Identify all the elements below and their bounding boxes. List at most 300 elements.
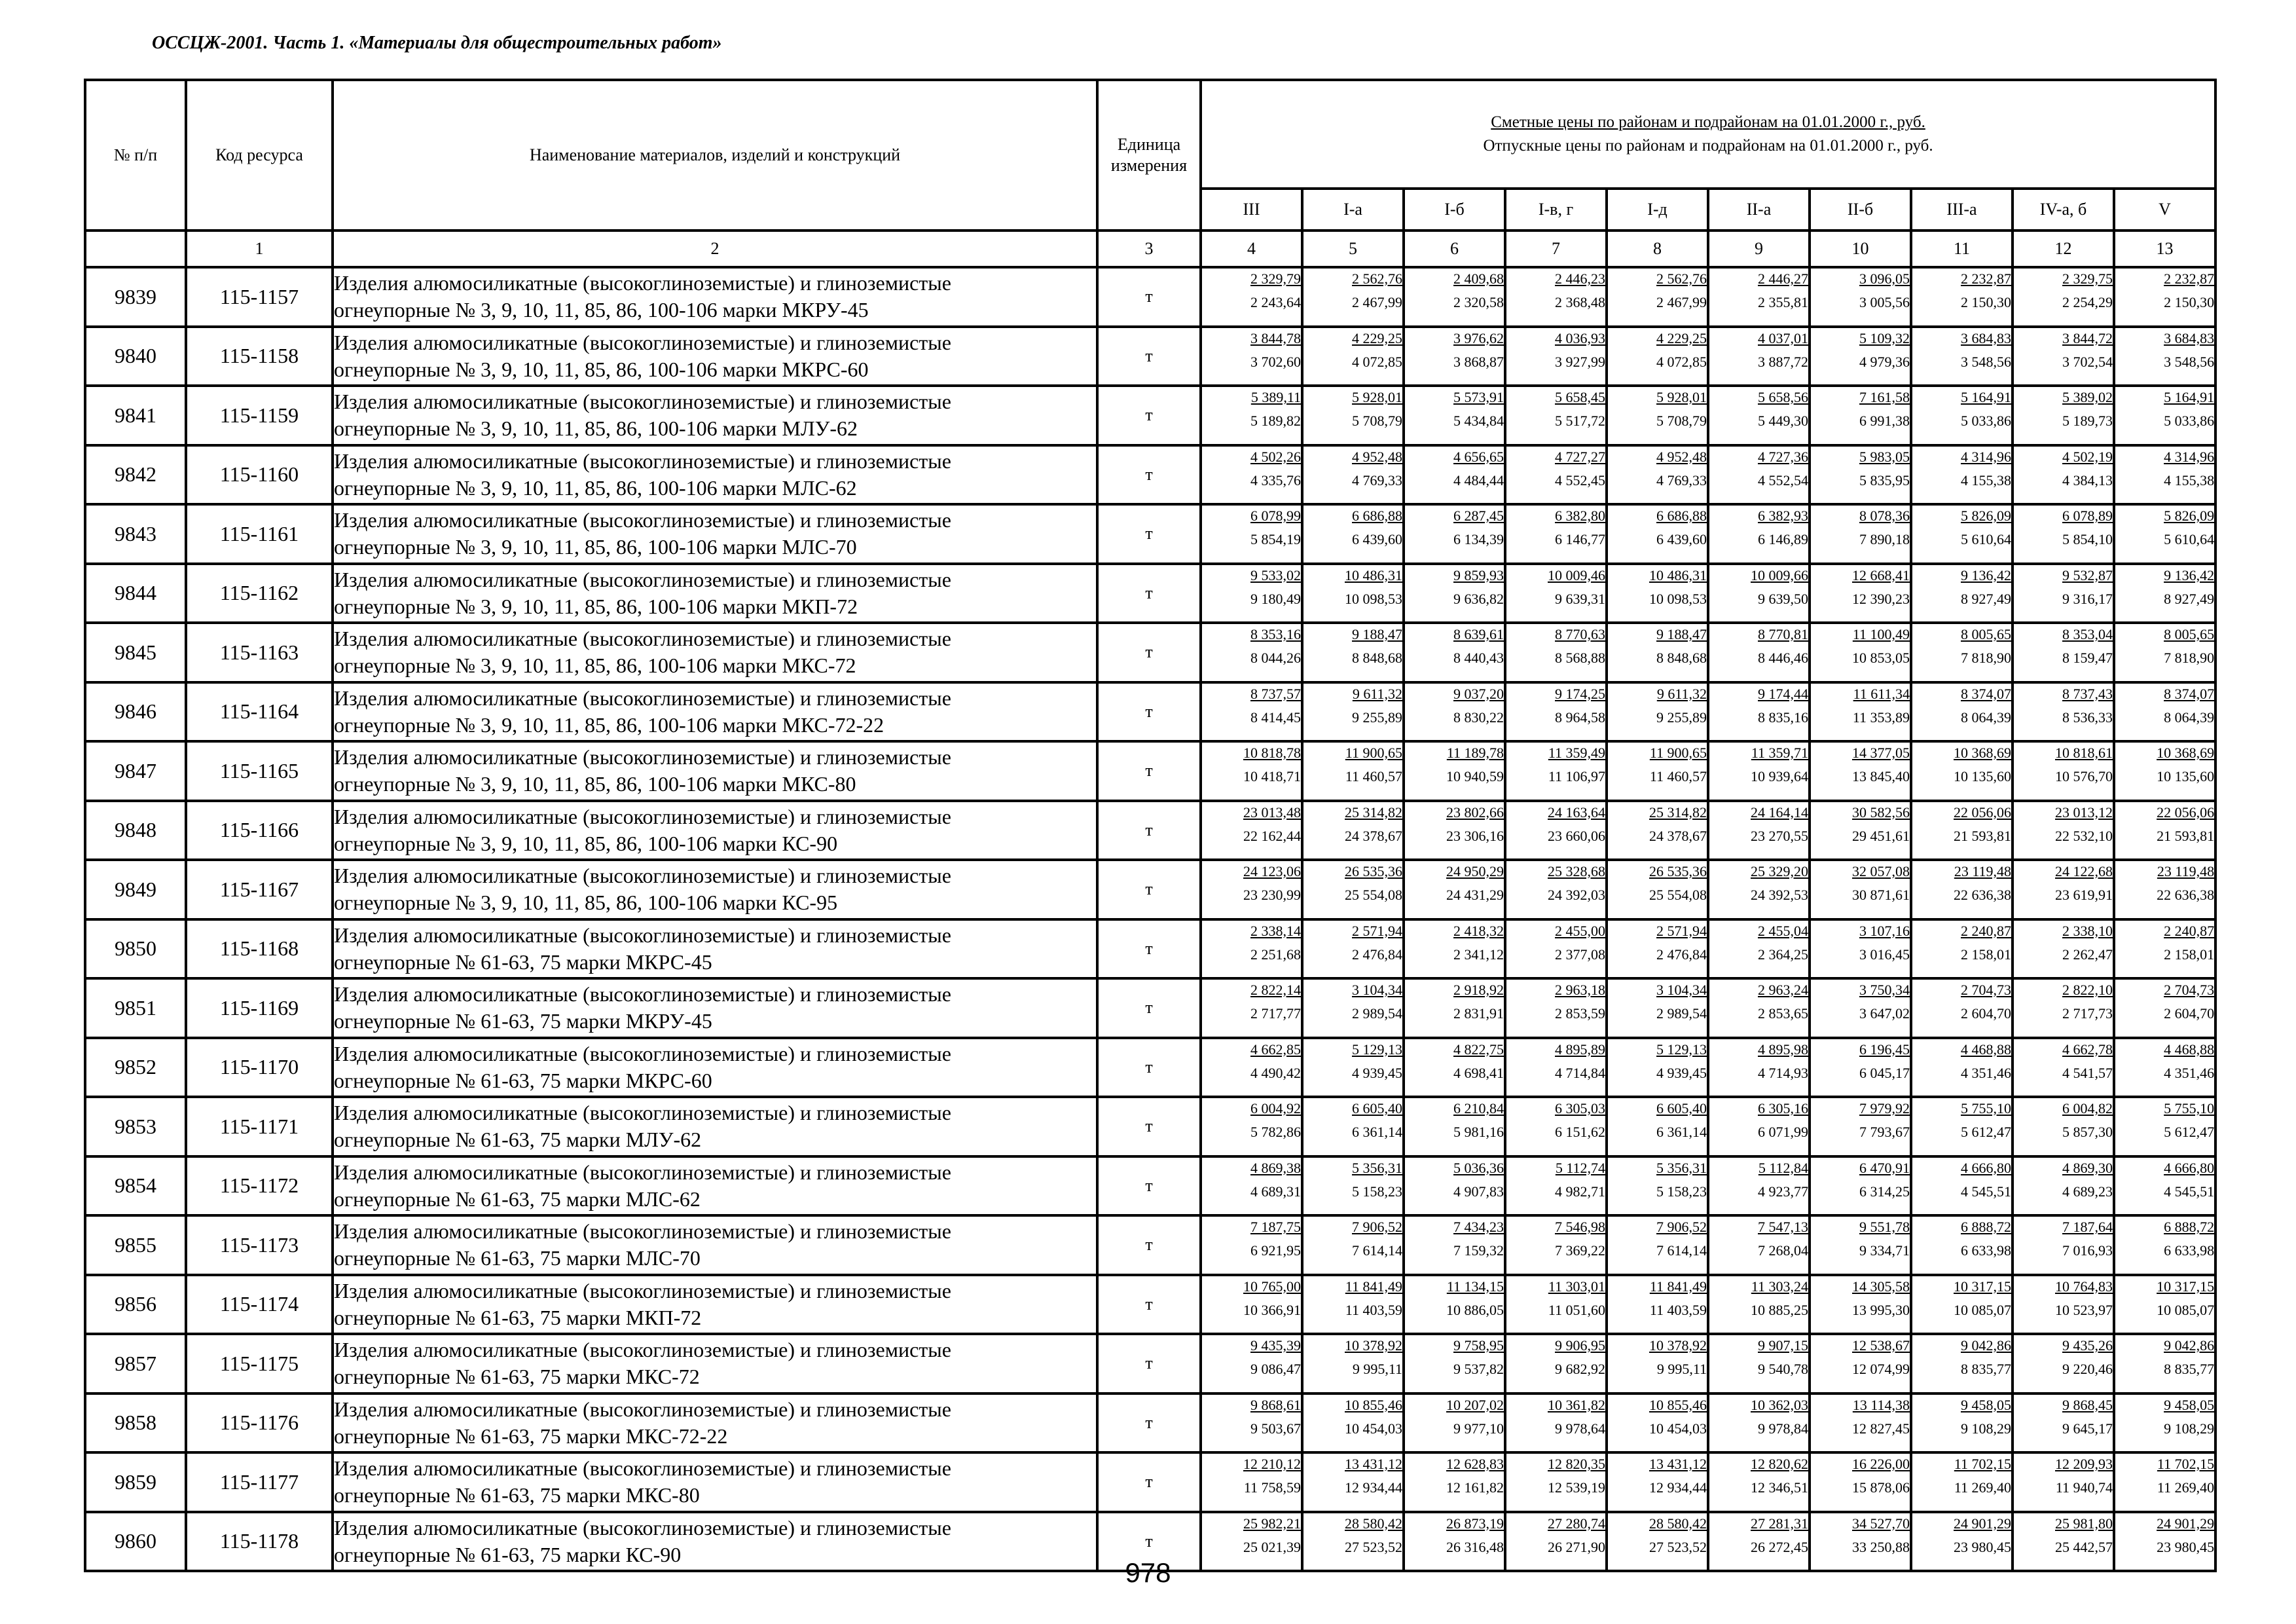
resource-code: 115-1165	[186, 741, 333, 801]
price-cell	[1201, 1393, 1302, 1453]
price-cell	[1607, 564, 1708, 623]
release-price: 2 262,47	[2062, 946, 2113, 963]
price-cell	[1911, 1156, 2013, 1216]
material-name-line2: огнеупорные № 3, 9, 10, 11, 85, 86, 100-106 марки МКРУ-45	[334, 298, 869, 322]
price-cell	[1404, 564, 1505, 623]
header-unit-line2: измерения	[1110, 156, 1188, 175]
release-price: 6 134,39	[1453, 531, 1504, 547]
estimate-price: 5 983,05	[1859, 448, 1910, 465]
estimate-price: 10 486,31	[1649, 566, 1707, 583]
estimate-price: 10 368,69	[1954, 745, 2011, 761]
price-cell	[1607, 1275, 1708, 1335]
estimate-price: 10 009,46	[1548, 566, 1605, 583]
estimate-price: 6 078,99	[1250, 507, 1301, 524]
estimate-price: 5 389,02	[2062, 389, 2113, 405]
price-cell	[1302, 1334, 1404, 1393]
estimate-price: 9 907,15	[1758, 1337, 1808, 1354]
column-number: 9	[1708, 231, 1810, 267]
estimate-price: 6 605,40	[1656, 1100, 1707, 1116]
price-cell	[1708, 564, 1810, 623]
region-header: I-а	[1302, 189, 1404, 231]
unit-of-measure: т	[1097, 682, 1201, 742]
unit-of-measure: т	[1097, 801, 1201, 860]
estimate-price: 4 468,88	[2164, 1041, 2215, 1058]
price-cell	[1505, 623, 1607, 682]
release-price: 5 854,19	[1250, 531, 1301, 547]
price-cell	[1404, 1393, 1505, 1453]
release-price: 10 454,03	[1649, 1420, 1707, 1437]
price-cell	[1201, 741, 1302, 801]
estimate-price: 10 818,61	[2055, 745, 2113, 761]
release-price: 9 537,82	[1453, 1361, 1504, 1377]
release-price: 4 351,46	[2164, 1064, 2215, 1081]
table-row	[85, 978, 2215, 1038]
unit-of-measure: т	[1097, 919, 1201, 979]
price-cell	[1505, 682, 1607, 742]
price-cell	[2114, 267, 2215, 327]
release-price: 10 098,53	[1345, 590, 1402, 607]
estimate-price: 2 562,76	[1352, 270, 1402, 287]
estimate-price: 9 611,32	[1352, 685, 1402, 702]
column-number: 1	[186, 231, 333, 267]
price-cell	[2013, 1393, 2114, 1453]
material-name-line1: Изделия алюмосиликатные (высокоглиноземистые) и глиноземистые	[334, 567, 951, 591]
release-price: 22 636,38	[1954, 887, 2011, 903]
release-price: 4 351,46	[1961, 1064, 2011, 1081]
row-number: 9857	[85, 1334, 186, 1393]
release-price: 4 490,42	[1250, 1064, 1301, 1081]
unit-of-measure: т	[1097, 1334, 1201, 1393]
price-cell	[2114, 1275, 2215, 1335]
price-cell	[1911, 919, 2013, 979]
material-name-line2: огнеупорные № 61-63, 75 марки КС-90	[334, 1542, 682, 1566]
table-row	[85, 1334, 2215, 1393]
material-name-line2: огнеупорные № 61-63, 75 марки МЛУ-62	[334, 1128, 702, 1152]
release-price: 6 146,89	[1758, 531, 1808, 547]
release-price: 25 021,39	[1243, 1538, 1301, 1555]
estimate-price: 2 963,24	[1758, 982, 1808, 998]
release-price: 4 155,38	[1961, 471, 2011, 489]
row-number: 9848	[85, 801, 186, 860]
price-cell	[2013, 682, 2114, 742]
release-price: 5 612,47	[2164, 1124, 2215, 1140]
material-name	[333, 978, 1097, 1038]
estimate-price: 2 446,27	[1758, 270, 1808, 287]
price-cell	[1810, 1156, 1911, 1216]
estimate-price: 2 329,79	[1250, 270, 1301, 287]
release-price: 11 403,59	[1649, 1301, 1707, 1318]
price-cell	[1810, 327, 1911, 386]
release-price: 23 980,45	[1954, 1538, 2011, 1555]
price-cell	[2114, 1393, 2215, 1453]
price-cell	[1302, 623, 1404, 682]
estimate-price: 5 112,84	[1758, 1159, 1808, 1176]
estimate-price: 10 378,92	[1345, 1337, 1402, 1354]
price-cell	[1708, 1334, 1810, 1393]
estimate-price: 9 136,42	[2164, 566, 2215, 583]
release-price: 5 981,16	[1453, 1124, 1504, 1140]
estimate-price: 32 057,08	[1852, 863, 1910, 879]
price-cell	[2114, 327, 2215, 386]
estimate-price: 4 656,65	[1453, 448, 1504, 465]
release-price: 2 150,30	[1961, 294, 2011, 310]
release-price: 11 353,89	[1852, 709, 1910, 726]
price-cell	[1810, 267, 1911, 327]
estimate-price: 4 822,75	[1453, 1041, 1504, 1058]
resource-code: 115-1161	[186, 504, 333, 564]
estimate-price: 22 056,06	[2157, 803, 2215, 821]
estimate-price: 2 329,75	[2062, 270, 2113, 287]
table-row	[85, 1097, 2215, 1156]
estimate-price: 13 431,12	[1649, 1456, 1707, 1472]
unit-of-measure: т	[1097, 1452, 1201, 1512]
release-price: 5 158,23	[1352, 1183, 1402, 1200]
estimate-price: 11 702,15	[2157, 1456, 2215, 1472]
material-name-line1: Изделия алюмосиликатные (высокоглиноземистые) и глиноземистые	[334, 1160, 951, 1184]
estimate-price: 9 906,95	[1555, 1337, 1605, 1354]
release-price: 23 619,91	[2055, 887, 2113, 903]
estimate-price: 11 611,34	[1853, 685, 1910, 702]
price-cell	[2013, 564, 2114, 623]
price-cell	[1302, 978, 1404, 1038]
release-price: 24 378,67	[1345, 827, 1402, 844]
release-price: 9 255,89	[1656, 709, 1707, 726]
material-name-line2: огнеупорные № 3, 9, 10, 11, 85, 86, 100-106 марки МЛС-62	[334, 475, 857, 500]
price-cell	[2114, 978, 2215, 1038]
estimate-price: 6 382,80	[1555, 507, 1605, 524]
column-number: 6	[1404, 231, 1505, 267]
estimate-price: 11 359,71	[1751, 745, 1808, 761]
release-price: 3 887,72	[1758, 353, 1808, 370]
price-cell	[1201, 1215, 1302, 1275]
release-price: 2 467,99	[1656, 294, 1707, 310]
release-price: 11 758,59	[1243, 1479, 1301, 1496]
price-cell	[1404, 1275, 1505, 1335]
release-price: 2 604,70	[1961, 1005, 2011, 1022]
release-price: 2 251,68	[1250, 946, 1301, 963]
price-cell	[2114, 386, 2215, 445]
release-price: 7 793,67	[1859, 1124, 1910, 1140]
row-number: 9856	[85, 1275, 186, 1335]
resource-code: 115-1177	[186, 1452, 333, 1512]
release-price: 9 180,49	[1250, 590, 1301, 607]
material-name	[333, 1215, 1097, 1275]
release-price: 8 830,22	[1453, 709, 1504, 726]
material-name-line2: огнеупорные № 61-63, 75 марки МКРУ-45	[334, 1009, 712, 1033]
release-price: 7 369,22	[1555, 1242, 1605, 1259]
header-prices-release: Отпускные цены по районам и подрайонам на 01.01.2000 г., руб.	[1483, 137, 1933, 155]
release-price: 10 135,60	[1954, 768, 2011, 784]
price-cell	[1505, 801, 1607, 860]
release-price: 10 366,91	[1243, 1301, 1301, 1318]
resource-code: 115-1168	[186, 919, 333, 979]
region-header: III	[1201, 189, 1302, 231]
material-name-line2: огнеупорные № 61-63, 75 марки МЛС-70	[334, 1246, 701, 1270]
price-cell	[1404, 801, 1505, 860]
estimate-price: 7 979,92	[1859, 1100, 1910, 1116]
release-price: 3 016,45	[1859, 946, 1910, 963]
estimate-price: 26 535,36	[1345, 863, 1402, 879]
estimate-price: 9 042,86	[2164, 1337, 2215, 1354]
material-name-line2: огнеупорные № 61-63, 75 марки МЛС-62	[334, 1187, 701, 1211]
release-price: 4 698,41	[1453, 1064, 1504, 1081]
release-price: 6 991,38	[1859, 413, 1910, 429]
release-price: 6 439,60	[1656, 531, 1707, 547]
price-cell	[1404, 860, 1505, 919]
release-price: 9 978,64	[1555, 1420, 1605, 1437]
row-number: 9842	[85, 445, 186, 505]
material-name-line2: огнеупорные № 3, 9, 10, 11, 85, 86, 100-106 марки МКРС-60	[334, 357, 869, 381]
price-cell	[1708, 1097, 1810, 1156]
release-price: 13 845,40	[1852, 768, 1910, 784]
estimate-price: 7 906,52	[1656, 1219, 1707, 1235]
estimate-price: 5 036,36	[1453, 1159, 1504, 1176]
price-cell	[1810, 919, 1911, 979]
table-row	[85, 1156, 2215, 1216]
price-cell	[2114, 682, 2215, 742]
material-name-line2: огнеупорные № 3, 9, 10, 11, 85, 86, 100-106 марки МКС-72-22	[334, 712, 884, 737]
estimate-price: 8 353,16	[1250, 626, 1301, 642]
price-cell	[2114, 1215, 2215, 1275]
price-cell	[1607, 1452, 1708, 1512]
price-cell	[1708, 504, 1810, 564]
release-price: 4 769,33	[1656, 471, 1707, 489]
unit-of-measure: т	[1097, 1097, 1201, 1156]
estimate-price: 9 868,61	[1250, 1396, 1301, 1413]
header-num: № п/п	[85, 80, 186, 231]
unit-of-measure: т	[1097, 741, 1201, 801]
price-cell	[1607, 1393, 1708, 1453]
release-price: 12 539,19	[1548, 1479, 1605, 1496]
table-row	[85, 741, 2215, 801]
table-row	[85, 919, 2215, 979]
price-cell	[1708, 1215, 1810, 1275]
price-cell	[1911, 1275, 2013, 1335]
estimate-price: 24 122,68	[2055, 863, 2113, 879]
release-price: 9 682,92	[1555, 1361, 1605, 1377]
region-header: II-б	[1810, 189, 1911, 231]
release-price: 8 446,46	[1758, 650, 1808, 666]
estimate-price: 4 037,01	[1758, 329, 1808, 346]
release-price: 6 045,17	[1859, 1064, 1910, 1081]
column-number: 5	[1302, 231, 1404, 267]
estimate-price: 6 004,92	[1250, 1100, 1301, 1116]
price-cell	[1302, 327, 1404, 386]
estimate-price: 5 356,31	[1352, 1159, 1402, 1176]
release-price: 29 451,61	[1852, 827, 1910, 844]
price-cell	[1810, 860, 1911, 919]
release-price: 3 548,56	[1961, 353, 2011, 370]
material-name-line2: огнеупорные № 61-63, 75 марки МКРС-60	[334, 1068, 712, 1092]
price-cell	[1201, 564, 1302, 623]
material-name-line1: Изделия алюмосиликатные (высокоглиноземистые) и глиноземистые	[334, 271, 951, 295]
resource-code: 115-1171	[186, 1097, 333, 1156]
release-price: 2 243,64	[1250, 294, 1301, 310]
estimate-price: 8 005,65	[2164, 626, 2215, 642]
price-cell	[1911, 445, 2013, 505]
estimate-price: 11 841,49	[1345, 1278, 1402, 1295]
price-cell	[1302, 267, 1404, 327]
row-number: 9854	[85, 1156, 186, 1216]
release-price: 11 106,97	[1548, 768, 1605, 784]
estimate-price: 2 562,76	[1656, 270, 1707, 287]
price-cell	[1505, 445, 1607, 505]
estimate-price: 5 826,09	[2164, 507, 2215, 524]
material-name	[333, 623, 1097, 682]
release-price: 8 835,16	[1758, 709, 1808, 726]
estimate-price: 11 303,24	[1751, 1278, 1808, 1295]
price-cell	[2114, 623, 2215, 682]
price-cell	[2114, 860, 2215, 919]
release-price: 24 431,29	[1446, 887, 1504, 903]
estimate-price: 5 826,09	[1961, 507, 2011, 524]
row-number: 9850	[85, 919, 186, 979]
release-price: 4 923,77	[1758, 1183, 1808, 1200]
row-number: 9841	[85, 386, 186, 445]
price-cell	[1810, 1215, 1911, 1275]
estimate-price: 3 684,83	[1961, 329, 2011, 346]
material-name-line1: Изделия алюмосиликатные (высокоглиноземистые) и глиноземистые	[334, 390, 951, 414]
material-name	[333, 445, 1097, 505]
estimate-price: 2 418,32	[1453, 922, 1504, 939]
price-cell	[1911, 1097, 2013, 1156]
estimate-price: 24 123,06	[1243, 863, 1301, 879]
resource-code: 115-1176	[186, 1393, 333, 1453]
estimate-price: 2 963,18	[1555, 982, 1605, 998]
release-price: 10 576,70	[2055, 768, 2113, 784]
table-row	[85, 1393, 2215, 1453]
estimate-price: 8 374,07	[2164, 685, 2215, 702]
estimate-price: 4 869,30	[2062, 1159, 2113, 1176]
material-name-line1: Изделия алюмосиликатные (высокоглиноземистые) и глиноземистые	[334, 330, 951, 354]
row-number: 9852	[85, 1038, 186, 1098]
release-price: 6 633,98	[1961, 1242, 2011, 1259]
estimate-price: 25 314,82	[1649, 803, 1707, 821]
estimate-price: 5 389,11	[1250, 389, 1301, 405]
price-cell	[1708, 267, 1810, 327]
release-price: 10 098,53	[1649, 590, 1707, 607]
material-name-line2: огнеупорные № 61-63, 75 марки МКС-72	[334, 1365, 700, 1389]
estimate-price: 14 377,05	[1852, 745, 1910, 761]
estimate-price: 7 187,64	[2062, 1219, 2113, 1235]
estimate-price: 2 240,87	[2164, 922, 2215, 939]
estimate-price: 4 666,80	[1961, 1159, 2011, 1176]
estimate-price: 6 305,03	[1555, 1100, 1605, 1116]
header-prices	[1201, 80, 2215, 189]
estimate-price: 9 042,86	[1961, 1337, 2011, 1354]
price-cell	[1201, 978, 1302, 1038]
estimate-price: 6 382,93	[1758, 507, 1808, 524]
release-price: 2 989,54	[1656, 1005, 1707, 1022]
table-row	[85, 860, 2215, 919]
release-price: 6 071,99	[1758, 1124, 1808, 1140]
price-cell	[1810, 801, 1911, 860]
price-cell	[1607, 682, 1708, 742]
estimate-price: 10 368,69	[2157, 745, 2215, 761]
estimate-price: 11 900,65	[1649, 745, 1707, 761]
estimate-price: 27 281,31	[1751, 1515, 1808, 1532]
estimate-price: 11 900,65	[1345, 745, 1402, 761]
price-cell	[1911, 741, 2013, 801]
estimate-price: 4 952,48	[1352, 448, 1402, 465]
table-row	[85, 504, 2215, 564]
estimate-price: 26 873,19	[1446, 1515, 1504, 1532]
release-price: 4 714,93	[1758, 1064, 1808, 1081]
unit-of-measure: т	[1097, 504, 1201, 564]
header-name: Наименование материалов, изделий и конструкций	[333, 80, 1097, 231]
price-cell	[1911, 504, 2013, 564]
material-name-line2: огнеупорные № 61-63, 75 марки МКС-80	[334, 1483, 700, 1507]
price-cell	[2114, 504, 2215, 564]
release-price: 4 072,85	[1656, 353, 1707, 370]
release-price: 4 155,38	[2164, 471, 2215, 489]
estimate-price: 11 303,01	[1548, 1278, 1605, 1295]
unit-of-measure: т	[1097, 1156, 1201, 1216]
release-price: 12 934,44	[1649, 1479, 1707, 1496]
price-cell	[2013, 860, 2114, 919]
estimate-price: 4 727,36	[1758, 448, 1808, 465]
unit-of-measure: т	[1097, 1038, 1201, 1098]
release-price: 2 476,84	[1352, 946, 1402, 963]
row-number: 9843	[85, 504, 186, 564]
release-price: 10 886,05	[1446, 1301, 1504, 1318]
unit-of-measure: т	[1097, 1215, 1201, 1275]
price-cell	[1201, 386, 1302, 445]
price-cell	[2013, 267, 2114, 327]
estimate-price: 7 546,98	[1555, 1219, 1605, 1235]
price-cell	[2013, 1452, 2114, 1512]
estimate-price: 4 314,96	[1961, 448, 2011, 465]
column-number: 3	[1097, 231, 1201, 267]
price-cell	[1810, 682, 1911, 742]
price-cell	[1302, 1156, 1404, 1216]
price-cell	[1708, 1038, 1810, 1098]
unit-of-measure: т	[1097, 978, 1201, 1038]
estimate-price: 7 187,75	[1250, 1219, 1301, 1235]
price-cell	[1302, 1097, 1404, 1156]
price-cell	[1302, 919, 1404, 979]
price-cell	[2013, 919, 2114, 979]
price-cell	[1201, 623, 1302, 682]
release-price: 4 979,36	[1859, 353, 1910, 370]
estimate-price: 14 305,58	[1852, 1278, 1910, 1295]
release-price: 7 818,90	[1961, 650, 2011, 666]
estimate-price: 28 580,42	[1649, 1515, 1707, 1532]
resource-code: 115-1173	[186, 1215, 333, 1275]
resource-code: 115-1162	[186, 564, 333, 623]
estimate-price: 4 869,38	[1250, 1159, 1301, 1176]
release-price: 5 610,64	[1961, 531, 2011, 547]
release-price: 2 368,48	[1555, 294, 1605, 310]
table-row	[85, 267, 2215, 327]
table-row	[85, 1215, 2215, 1275]
material-name-line1: Изделия алюмосиликатные (высокоглиноземистые) и глиноземистые	[334, 864, 951, 888]
estimate-price: 3 107,16	[1859, 922, 1910, 939]
estimate-price: 5 658,45	[1555, 389, 1605, 405]
release-price: 9 639,31	[1555, 590, 1605, 607]
release-price: 7 614,14	[1352, 1242, 1402, 1259]
price-cell	[1302, 1215, 1404, 1275]
release-price: 4 384,13	[2062, 471, 2113, 489]
estimate-price: 4 895,89	[1555, 1041, 1605, 1058]
price-cell	[1708, 1275, 1810, 1335]
price-cell	[2114, 564, 2215, 623]
resource-code: 115-1158	[186, 327, 333, 386]
estimate-price: 9 174,44	[1758, 685, 1808, 702]
estimate-price: 3 104,34	[1352, 982, 1402, 998]
estimate-price: 12 820,35	[1548, 1456, 1605, 1472]
release-price: 3 868,87	[1453, 353, 1504, 370]
